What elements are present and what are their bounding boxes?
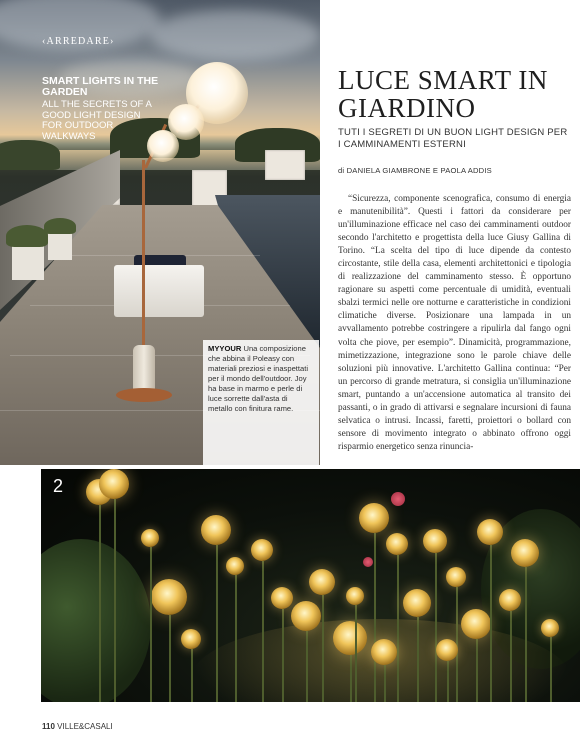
lamp-stem — [114, 499, 116, 702]
flower — [391, 492, 405, 506]
photo-caption — [203, 340, 319, 465]
lamp-stem — [435, 553, 437, 702]
lamp-stem — [525, 567, 527, 702]
glowing-globe — [423, 529, 447, 553]
terrace-photo — [0, 0, 320, 465]
glowing-globe — [181, 629, 201, 649]
night-lamps-photo — [41, 469, 580, 702]
planter — [48, 230, 72, 260]
glowing-globe — [371, 639, 397, 665]
sofa — [114, 265, 204, 317]
plant — [6, 225, 48, 247]
glowing-globe — [333, 621, 367, 655]
glowing-globe — [436, 639, 458, 661]
photo-number: 2 — [53, 476, 64, 496]
lamp-stem — [374, 533, 376, 702]
flower — [363, 557, 373, 567]
lamp-stem — [169, 615, 171, 702]
lamp-stem — [417, 617, 419, 702]
house-wall — [265, 150, 305, 180]
glowing-globe — [141, 529, 159, 547]
page-folio — [42, 722, 113, 731]
bush — [41, 539, 151, 702]
article-body: “Sicurezza, componente scenografica, consumo di energia e manutenibilità”. Questi i fattori da considerare per un'illuminazione efficace nel caso dei camminamenti outdoor secondo l'architetto e progettista della luce Giusy Gallina di Torino. “La scelta del tipo di luce dipende da contesto circostante, stile della casa, elementi architettonici e tipologia di realizzazione del camminamento stesso. È opportuno ragionare su aspetti come percentuale di umidità, eventuali sbalzi termici nelle ore notturne e caratteristiche in condizioni climatiche diverse. Posizionare una lampada in un avvallamento potrebbe costringere a ripulirla dal fango ogni volta che piove, per esempio”. Dinamicità, programmazione, mimetizzazione, integrazione sono le parole chiave delle soluzioni più innovative. L'architetto Gallina continua: “Per un percorso di grande metratura, si consiglia un'illuminazione smart, puntando a un'accensione automatica al transito dei passanti, o in grado di attivarsi e segnalare incursioni di fauna selvatica o intrusi. Incassi, faretti, proiettori o bollard con sensore di movimento integrato o abbinato offrono oggi risparmio energetico senza rinuncia- — [338, 194, 571, 452]
glowing-globe — [309, 569, 335, 595]
lamp-pole — [142, 160, 145, 350]
lamp-foot — [116, 388, 172, 402]
section-kicker: ‹ARREDARE› — [42, 36, 115, 47]
lamp-stem — [355, 605, 357, 702]
tree — [0, 140, 60, 170]
lamp-stem — [476, 639, 478, 702]
glowing-globe — [446, 567, 466, 587]
glowing-globe — [201, 515, 231, 545]
magazine-name: VILLE&CASALI — [57, 722, 113, 731]
lamp-stem — [282, 609, 284, 702]
glowing-globe — [511, 539, 539, 567]
lamp-stem — [216, 545, 218, 702]
lamp-stem — [99, 505, 101, 702]
lamp-stem — [490, 545, 492, 702]
lamp-stem — [150, 547, 152, 702]
lamp-stem — [262, 561, 264, 702]
cloud — [150, 10, 320, 60]
glowing-globe — [461, 609, 491, 639]
glowing-globe — [477, 519, 503, 545]
glowing-globe — [541, 619, 559, 637]
lamp-stem — [191, 649, 193, 702]
glowing-globe — [403, 589, 431, 617]
caption-text: Una composizione che abbina il Poleasy con materiali preziosi e inaspettati per il mondo dell'outdoor. Joy ha base in marmo e perle di luce sorrette dall'asta di metallo con finitura rame. — [208, 344, 309, 413]
lamp-stem — [384, 665, 386, 702]
lamp-stem — [397, 555, 399, 702]
glowing-globe — [271, 587, 293, 609]
glowing-globe — [99, 469, 129, 499]
english-subtitle: ALL THE SECRETS OF A GOOD LIGHT DESIGN FOR OUTDOOR WALKWAYS — [42, 99, 152, 142]
glowing-globe — [359, 503, 389, 533]
article-title: LUCE SMART IN GIARDINO — [338, 65, 548, 123]
glowing-globe — [346, 587, 364, 605]
lamp-stem — [235, 575, 237, 702]
glowing-globe — [226, 557, 244, 575]
lamp-stem — [322, 595, 324, 702]
lamp-stem — [306, 631, 308, 702]
lamp-stem — [510, 611, 512, 702]
glowing-globe — [151, 579, 187, 615]
glowing-globe — [291, 601, 321, 631]
glowing-globe — [251, 539, 273, 561]
plant — [44, 218, 76, 234]
glowing-globe — [499, 589, 521, 611]
page-number: 110 — [42, 722, 55, 731]
caption-label: MYYOUR — [208, 344, 242, 353]
byline: di DANIELA GIAMBRONE E PAOLA ADDIS — [338, 166, 492, 175]
glowing-globe — [386, 533, 408, 555]
lamp-stem — [447, 661, 449, 702]
article-subtitle: TUTI I SEGRETI DI UN BUON LIGHT DESIGN PER I CAMMINAMENTI ESTERNI — [338, 127, 568, 150]
english-title: SMART LIGHTS IN THE GARDEN — [42, 75, 159, 98]
lamp-stem — [550, 637, 552, 702]
lamp-stem — [350, 655, 352, 702]
